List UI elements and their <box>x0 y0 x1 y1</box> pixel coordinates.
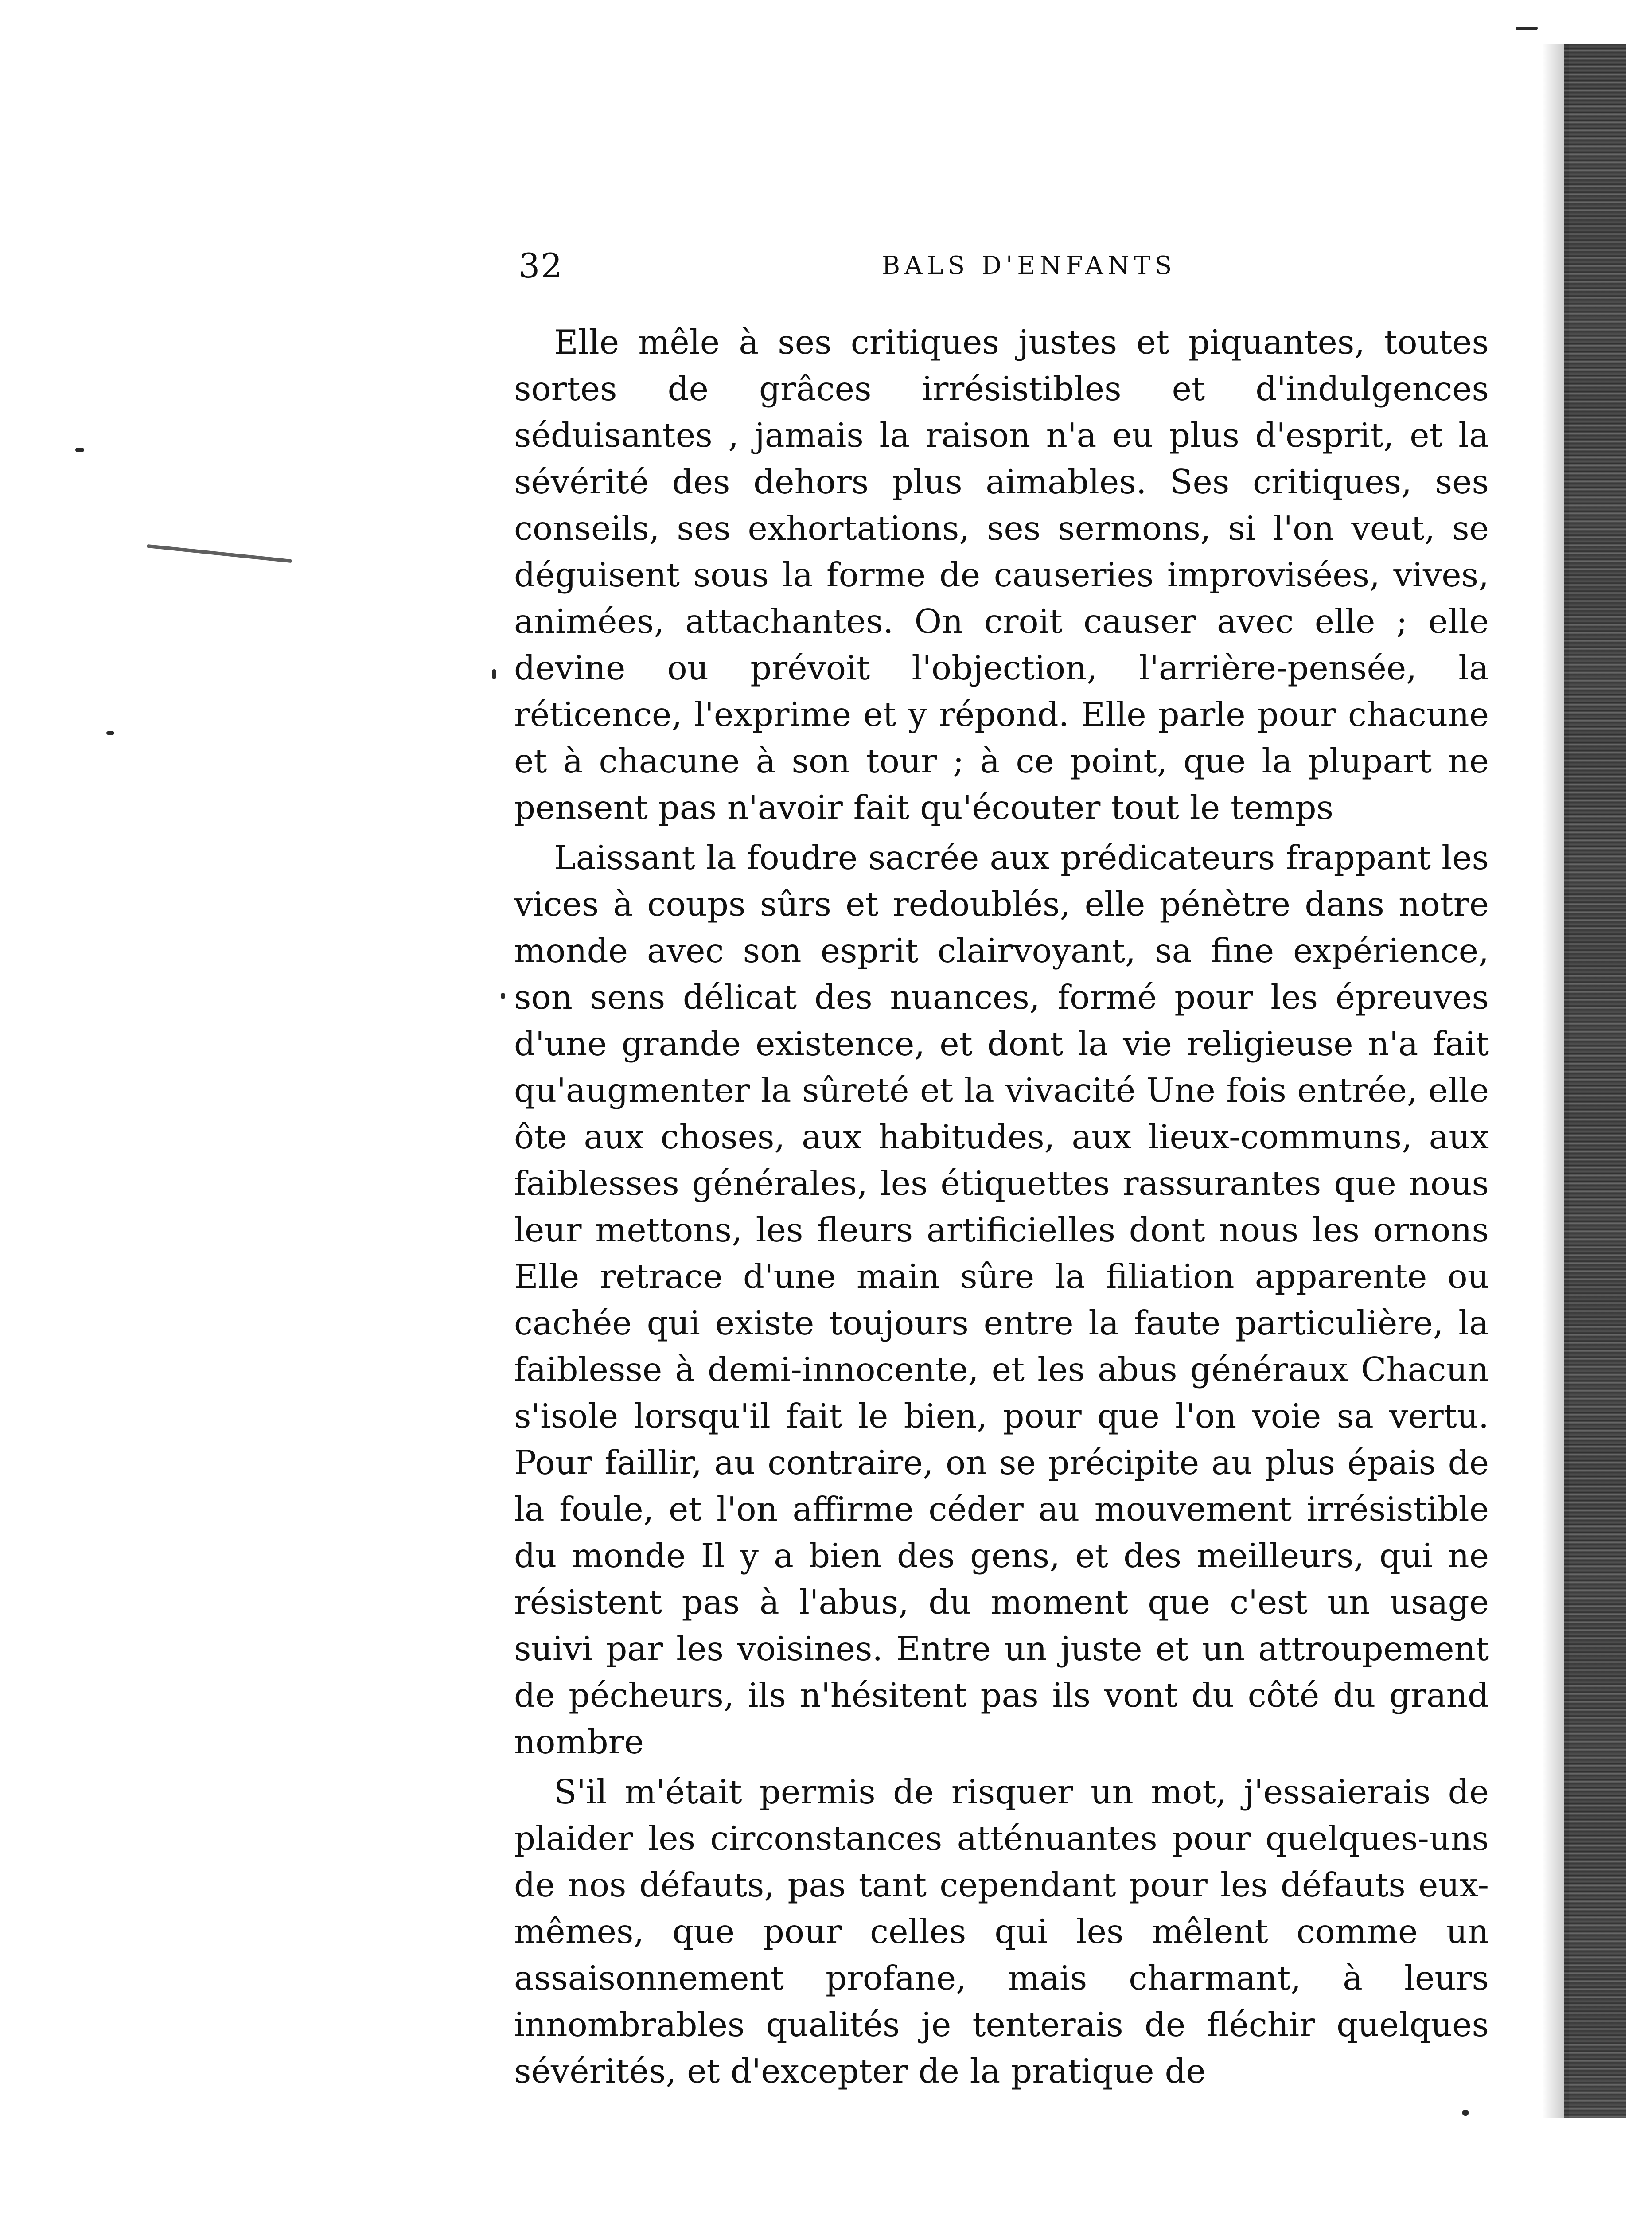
scan-speck-1 <box>75 448 84 452</box>
running-title: BALS D'ENFANTS <box>882 251 1177 280</box>
scan-speck-5 <box>1462 2110 1469 2116</box>
scan-speck-2 <box>106 731 114 735</box>
paragraph: Laissant la foudre sacrée aux prédicateurs frappant les vices à coups sûrs et redoublés, elle pénètre dans notre monde avec son esprit clairvoyant, sa fine expérience, son sens délicat des nuances, formé pour les épreuves d'une grande existence, et dont la vie religieuse n'a fait qu'augmenter la sûreté et la vivacité Une fois entrée, elle ôte aux choses, aux habitudes, aux lieux-communs, aux faiblesses générales, les étiquettes rassurantes que nous leur mettons, les fleurs artificielles dont nous les ornons Elle retrace d'une main sûre la filiation apparente ou cachée qui existe toujours entre la faute particulière, la faiblesse à demi-innocente, et les abus généraux Chacun s'isole lorsqu'il fait le bien, pour que l'on voie sa vertu. Pour faillir, au contraire, on se précipite au plus épais de la foule, et l'on affirme céder au mouvement irrésistible du monde Il y a bien des gens, et des meilleurs, qui ne résistent pas à l'abus, du moment que c'est un usage suivi par les voisines. Entre un juste et un attroupement de pécheurs, ils n'hésitent pas ils vont du côté du grand nombre <box>514 838 1489 1761</box>
page-number: 32 <box>518 246 563 285</box>
paragraph: Elle mêle à ses critiques justes et piquantes, toutes sortes de grâces irrésistibles et d'indulgences séduisantes , jamais la raison n'a eu plus d'esprit, et la sévérité des dehors plus aimables. Ses critiques, ses conseils, ses exhortations, ses sermons, si l'on veut, se déguisent sous la forme de causeries improvisées, vives, animées, attachantes. On croit causer avec elle ; elle devine ou prévoit l'objection, l'arrière-pensée, la réticence, l'exprime et y répond. Elle parle pour chacune et à chacune à son tour ; à ce point, que la plupart ne pensent pas n'avoir fait qu'écouter tout le temps <box>514 323 1489 827</box>
book-binding-edge <box>1564 44 1626 2118</box>
paragraph: S'il m'était permis de risquer un mot, j'essaierais de plaider les circonstances atténuantes pour quelques-uns de nos défauts, pas tant cependant pour les défauts eux-mêmes, que pour celles qui les mêlent comme un assaisonnement profane, mais charmant, à leurs innombrables qualités je tenterais de fléchir quelques sévérités, et d'excepter de la pratique de <box>514 1772 1489 2091</box>
scan-speck-3 <box>492 669 496 679</box>
scan-speck-4 <box>501 993 505 999</box>
page-header <box>518 246 1484 286</box>
scan-top-tick <box>1516 27 1538 30</box>
body-text <box>514 319 1489 2095</box>
scan-pen-stroke <box>146 544 292 563</box>
